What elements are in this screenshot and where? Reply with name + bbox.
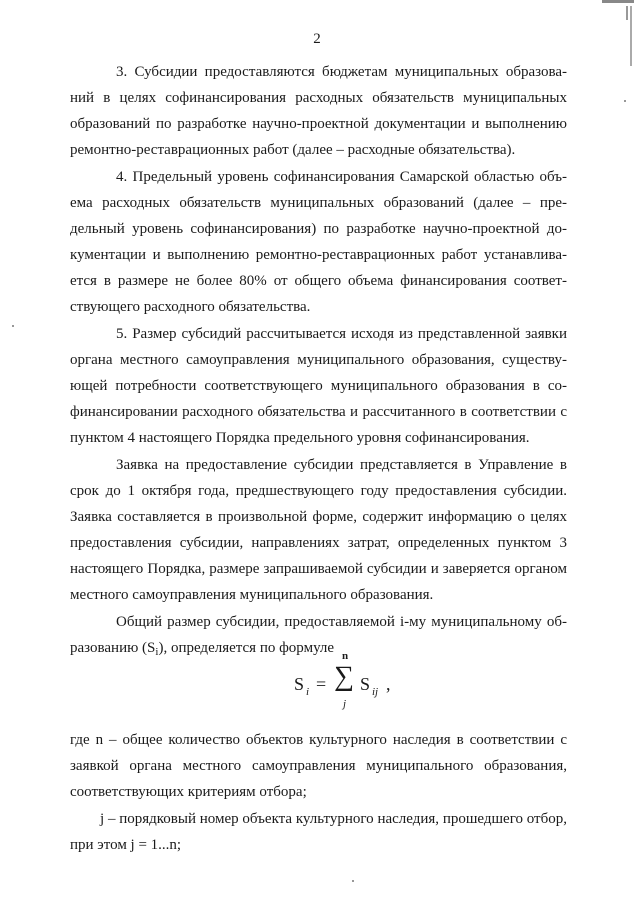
- paragraph-text: Заявка на предоставление субсидии представляется в Управление в срок до 1 октября года, предшествующего году предоставления субсидии. Заявка составляется в произвольной форме, содержит информацию о целях предоставления субсидии, направлениях затрат, определенных пунктом 3 настоящего Порядка, размере запрашиваемой субсидии и заверяется органом местного самоуправления муниципального образования.: [70, 457, 567, 603]
- paragraph-text: 4. Предельный уровень софинансирования Самарской областью объема расходных обязательств муниципальных образований (далее – предельный уровень софинансирования) по разработке научно-проектной документации и выполнению ремонтно-реставрационных работ устанавливается в размере не более 80% от общего объема финансирования соответствующего расходного обязательства.: [70, 169, 567, 315]
- definition-j: [70, 806, 567, 858]
- formula-sum-symbol: ∑: [334, 661, 354, 692]
- paragraph-text: 5. Размер субсидий рассчитывается исходя из представленной заявки органа местного самоуправления муниципального образования, существующей потребности соответствующего муниципального образования в софинансировании расходного обязательства и рассчитанного в соответствии с пунктом 4 настоящего Порядка предельного уровня софинансирования.: [70, 326, 567, 446]
- definition-text: j – порядковый номер объекта культурного наследия, прошедшего отбор, при этом j = 1...n;: [70, 811, 567, 853]
- paragraph-text-part: ), определяется по формуле: [158, 640, 335, 656]
- paragraph-application: [70, 452, 567, 608]
- scan-edge-mark: [626, 6, 628, 20]
- formula-equals: =: [316, 674, 327, 694]
- definition-n: [70, 727, 567, 805]
- subsidy-formula: [290, 648, 410, 718]
- paragraph-4: [70, 164, 567, 320]
- scan-edge-mark: [602, 0, 634, 3]
- formula-trailing-comma: ,: [386, 674, 391, 694]
- scan-speck: [352, 880, 354, 882]
- page-number: 2: [313, 31, 321, 47]
- paragraph-5: [70, 321, 567, 451]
- subscript: i: [155, 646, 159, 658]
- paragraph-text: 3. Субсидии предоставляются бюджетам муниципальных образований в целях софинансирования расходных обязательств муниципальных образований по разработке научно-проектной документации и выполнению ремонтно-реставрационных работ (далее – расходные обязательства).: [70, 64, 567, 158]
- formula-sum-lower: j: [343, 698, 347, 710]
- paragraph-3: [70, 59, 567, 163]
- formula-lhs-subscript: i: [306, 686, 310, 698]
- formula-sum-upper: n: [342, 650, 349, 662]
- definition-text: где n – общее количество объектов культурного наследия в соответствии с заявкой органа местного самоуправления муниципального образования, соответствующих критериям отбора;: [70, 732, 567, 800]
- scan-speck: [12, 325, 14, 327]
- paragraph-text-part: Общий размер субсидии, предоставляемой i-му муниципальному образованию (S: [70, 614, 567, 656]
- formula-rhs: S: [360, 674, 371, 694]
- scan-speck: [624, 100, 626, 102]
- formula-lhs: S: [294, 674, 305, 694]
- formula-rhs-subscript: ij: [372, 686, 379, 698]
